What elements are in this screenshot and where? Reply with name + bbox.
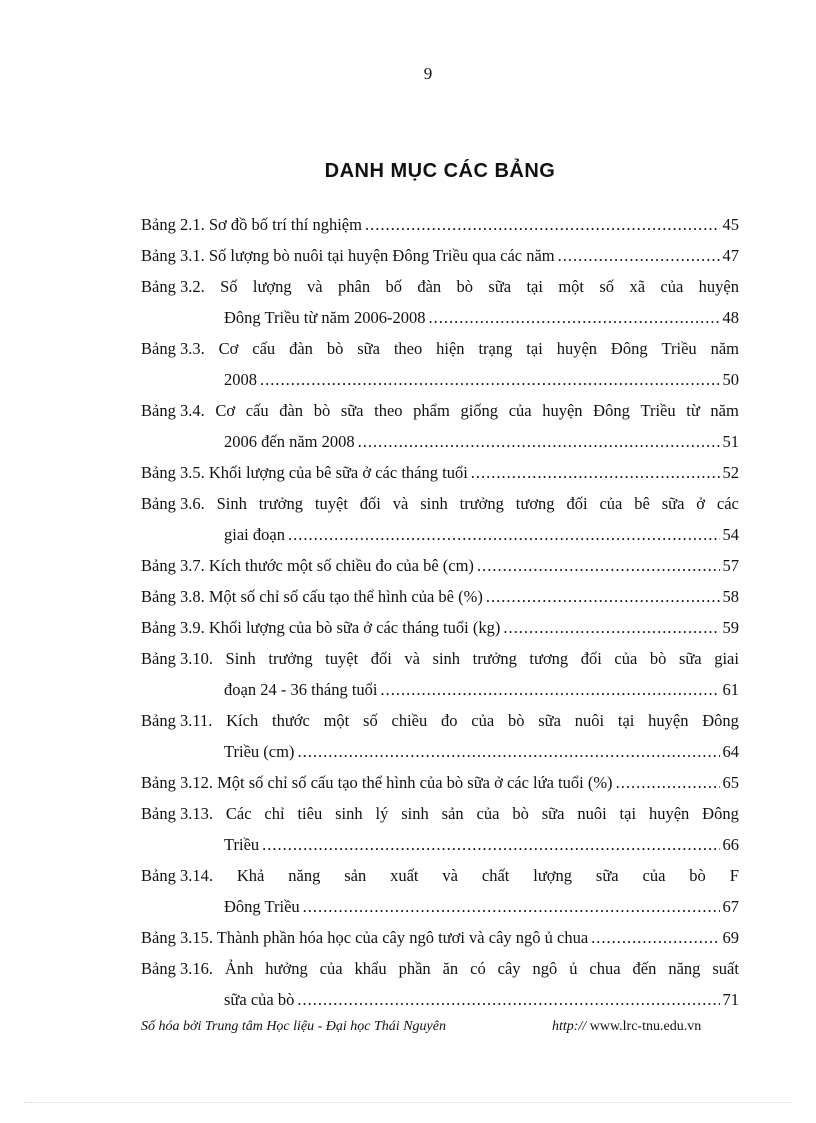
table-caption: 2006 đến năm 2008 [224, 432, 355, 451]
table-list-item[interactable] [141, 705, 739, 767]
table-number: Bảng 3.16. [141, 959, 213, 978]
page-reference: 64 [722, 742, 739, 761]
caption-word: của [614, 649, 638, 668]
caption-word: đối [580, 649, 602, 668]
caption-word: sinh [401, 804, 429, 823]
table-list-item[interactable] [141, 488, 739, 550]
caption-word: và [307, 277, 323, 296]
caption-word: hưởng [265, 959, 308, 978]
entry-first-line [141, 922, 739, 953]
caption-word: tại [619, 804, 637, 823]
table-list-item[interactable] [141, 643, 739, 705]
caption-word: sữa [678, 649, 702, 668]
dot-leader [288, 519, 720, 550]
caption-word: theo [374, 401, 403, 420]
caption-word: Sinh [225, 649, 256, 668]
caption-word: sữa [357, 339, 380, 358]
caption-word: huyện [648, 711, 689, 730]
entry-first-line [141, 705, 739, 736]
table-caption: Một số chỉ số cấu tạo thể hình của bê (%) [208, 587, 483, 606]
caption-word: năng [288, 866, 321, 885]
caption-word: bò [689, 866, 706, 885]
caption-word: bê [634, 494, 650, 513]
caption-word: ở [696, 494, 706, 513]
entry-text [141, 612, 500, 643]
page-reference: 69 [722, 928, 739, 947]
entry-text [224, 519, 285, 550]
table-number: Bảng 3.12. [141, 773, 213, 792]
caption-word: sữa [488, 277, 512, 296]
page-reference: 45 [722, 215, 739, 234]
caption-word: phẩm [413, 401, 450, 420]
caption-word: thước [271, 711, 310, 730]
caption-word: năm [710, 401, 739, 420]
entry-text [141, 953, 739, 984]
table-caption: đoạn 24 - 36 tháng tuổi [224, 680, 378, 699]
caption-word: phần [398, 959, 431, 978]
table-caption: Đông Triều từ năm 2006-2008 [224, 308, 426, 327]
caption-word: giai [714, 649, 739, 668]
caption-word: cây [497, 959, 521, 978]
table-number: Bảng 3.8. [141, 587, 205, 606]
caption-word: đàn [279, 401, 304, 420]
dot-leader [381, 674, 720, 705]
caption-word: sữa [340, 401, 364, 420]
table-list-item[interactable] [141, 240, 739, 271]
entry-continuation-line [141, 736, 739, 767]
entry-first-line [141, 767, 739, 798]
caption-word: năng [668, 959, 701, 978]
table-list-item[interactable] [141, 922, 739, 953]
table-number: Bảng 3.6. [141, 494, 205, 513]
caption-word: tuyệt [325, 649, 359, 668]
table-number: Bảng 3.14. [141, 866, 213, 885]
caption-word: xã [629, 277, 646, 296]
entry-text [224, 674, 378, 705]
caption-word: của [599, 494, 623, 513]
table-caption: sữa của bò [224, 990, 295, 1009]
caption-word: một [323, 711, 350, 730]
caption-word: hiện [436, 339, 465, 358]
entry-text [141, 333, 739, 364]
table-number: Bảng 3.1. [141, 246, 205, 265]
table-caption: giai đoạn [224, 525, 285, 544]
table-caption: Triều [224, 835, 260, 854]
caption-word: bò [512, 804, 529, 823]
caption-word: sinh [432, 649, 461, 668]
caption-word: suất [712, 959, 739, 978]
table-list-item[interactable] [141, 860, 739, 922]
table-number: Bảng 3.7. [141, 556, 205, 575]
caption-word: Ảnh [224, 959, 254, 978]
page-reference: 52 [722, 463, 739, 482]
caption-word: trưởng [258, 494, 304, 513]
entry-text [224, 426, 355, 457]
page-reference: 59 [722, 618, 739, 637]
caption-word: đàn [417, 277, 442, 296]
caption-word: trạng [478, 339, 513, 358]
entry-text [141, 767, 613, 798]
caption-word: huyện [542, 401, 583, 420]
entry-text [224, 302, 425, 333]
entry-first-line [141, 271, 739, 302]
caption-word: bò [313, 401, 331, 420]
entry-text [224, 736, 294, 767]
page-reference: 66 [722, 835, 739, 854]
caption-word: đối [370, 649, 392, 668]
caption-word: đến [632, 959, 657, 978]
table-caption: Một số chỉ số cấu tạo thể hình của bò sữa ở các lứa tuổi (%) [217, 773, 613, 792]
footer-website[interactable] [552, 1019, 701, 1035]
entry-continuation-line [141, 891, 739, 922]
table-number: Bảng 3.4. [141, 401, 205, 420]
dot-leader [486, 581, 720, 612]
caption-word: giống [460, 401, 499, 420]
entry-text [224, 984, 294, 1015]
caption-word: một [558, 277, 585, 296]
entry-first-line [141, 550, 739, 581]
caption-word: tiêu [297, 804, 323, 823]
caption-word: tuyệt [314, 494, 348, 513]
entry-text [141, 271, 739, 302]
caption-word: Khả [236, 866, 265, 885]
caption-word: cấu [252, 339, 276, 358]
caption-word: sinh [335, 804, 363, 823]
page-bottom-divider [24, 1102, 792, 1103]
caption-word: ăn [442, 959, 459, 978]
table-caption: Sơ đồ bố trí thí nghiệm [208, 215, 362, 234]
caption-word: trưởng [268, 649, 313, 668]
entry-continuation-line [141, 829, 739, 860]
caption-word: của [660, 277, 684, 296]
caption-word: trưởng [472, 649, 517, 668]
table-caption: Khối lượng của bê sữa ở các tháng tuổi [208, 463, 468, 482]
caption-word: tương [529, 649, 569, 668]
dot-leader [358, 426, 720, 457]
entry-text [141, 488, 739, 519]
caption-word: số [363, 711, 378, 730]
caption-word: huyện [698, 277, 739, 296]
caption-word: Đông [702, 804, 739, 823]
caption-word: chất [481, 866, 510, 885]
caption-word: bò [507, 711, 525, 730]
caption-word: đo [441, 711, 458, 730]
entry-first-line [141, 457, 739, 488]
caption-word: của [508, 401, 532, 420]
table-number: Bảng 3.10. [141, 649, 213, 668]
entry-first-line [141, 953, 739, 984]
entry-first-line [141, 488, 739, 519]
table-caption: Số lượng bò nuôi tại huyện Đông Triều qua các năm [208, 246, 555, 265]
table-caption: Triều (cm) [224, 742, 295, 761]
entry-first-line [141, 209, 739, 240]
caption-word: và [392, 494, 409, 513]
page-reference: 51 [722, 432, 739, 451]
page-reference: 61 [722, 680, 739, 699]
entry-first-line [141, 798, 739, 829]
caption-word: của [471, 711, 495, 730]
page-reference: 50 [722, 370, 739, 389]
caption-word: sữa [538, 711, 561, 730]
dot-leader [591, 922, 719, 953]
caption-word: đối [566, 494, 588, 513]
caption-word: tại [526, 277, 543, 296]
page-reference: 47 [722, 246, 739, 265]
dot-leader [297, 736, 719, 767]
caption-word: xuất [390, 866, 419, 885]
entry-continuation-line [141, 364, 739, 395]
table-caption: Thành phần hóa học của cây ngô tươi và cây ngô ủ chua [216, 928, 589, 947]
entry-first-line [141, 643, 739, 674]
table-list-item[interactable] [141, 798, 739, 860]
entry-text [224, 364, 257, 395]
caption-word: chiều [391, 711, 428, 730]
entry-first-line [141, 581, 739, 612]
caption-word: Cơ [215, 401, 236, 420]
caption-word: theo [393, 339, 423, 358]
table-number: Bảng 3.15. [141, 928, 213, 947]
table-number: Bảng 3.2. [141, 277, 205, 296]
footer-credit: Số hóa bởi Trung tâm Học liệu - Đại học Thái Nguyên [141, 1019, 446, 1034]
table-list-item[interactable] [141, 395, 739, 457]
page-reference: 57 [722, 556, 739, 575]
caption-word: ủ [569, 959, 578, 978]
table-number: Bảng 3.11. [141, 711, 213, 730]
entry-text [141, 240, 555, 271]
caption-word: bò [649, 649, 667, 668]
table-caption: 2008 [224, 370, 257, 389]
caption-word: lượng [252, 277, 292, 296]
caption-word: tại [526, 339, 543, 358]
caption-word: có [470, 959, 486, 978]
table-caption: Khối lượng của bò sữa ở các tháng tuổi (kg) [208, 618, 501, 637]
page-reference: 48 [722, 308, 739, 327]
caption-word: Sinh [216, 494, 247, 513]
entry-first-line [141, 860, 739, 891]
table-list-item[interactable] [141, 333, 739, 395]
caption-word: Đông [610, 339, 648, 358]
caption-word: nuôi [577, 804, 607, 823]
entry-continuation-line [141, 519, 739, 550]
entry-continuation-line [141, 674, 739, 705]
page-reference: 54 [722, 525, 739, 544]
caption-word: bò [456, 277, 474, 296]
caption-word: số [599, 277, 615, 296]
table-list-item[interactable] [141, 457, 739, 488]
caption-word: Đông [593, 401, 630, 420]
footer-url-prefix: http:// [552, 1019, 587, 1034]
entry-text [224, 891, 300, 922]
caption-word: Triều [661, 339, 697, 358]
caption-word: Đông [702, 711, 739, 730]
footer-url: www.lrc-tnu.edu.vn [586, 1019, 702, 1034]
caption-word: tương [515, 494, 555, 513]
entry-text [141, 922, 588, 953]
caption-word: phân [338, 277, 371, 296]
caption-word: đối [359, 494, 381, 513]
entry-text [141, 395, 739, 426]
dot-leader [616, 767, 720, 798]
table-list-item[interactable] [141, 271, 739, 333]
dot-leader [558, 240, 720, 271]
table-list-item[interactable] [141, 953, 739, 1015]
caption-word: trưởng [459, 494, 504, 513]
caption-word: và [404, 649, 420, 668]
entry-continuation-line [141, 984, 739, 1015]
caption-word: và [442, 866, 458, 885]
dot-leader [260, 364, 720, 395]
entry-first-line [141, 395, 739, 426]
table-number: Bảng 2.1. [141, 215, 205, 234]
table-number: Bảng 3.13. [141, 804, 213, 823]
table-number: Bảng 3.5. [141, 463, 205, 482]
caption-word: chua [589, 959, 621, 978]
entry-text [141, 457, 468, 488]
entry-text [141, 798, 739, 829]
dot-leader [471, 457, 720, 488]
dot-leader [477, 550, 720, 581]
caption-word: của [476, 804, 500, 823]
caption-word: tại [617, 711, 635, 730]
caption-word: nuôi [574, 711, 605, 730]
dot-leader [503, 612, 719, 643]
caption-word: sữa [661, 494, 685, 513]
dot-leader [303, 891, 720, 922]
table-list [141, 209, 739, 1015]
caption-word: sản [441, 804, 464, 823]
caption-word: bò [326, 339, 344, 358]
page-title: DANH MỤC CÁC BẢNG [324, 160, 556, 182]
page-number: 9 [423, 64, 433, 83]
caption-word: ngô [532, 959, 558, 978]
table-list-item[interactable] [141, 550, 739, 581]
caption-word: chỉ [264, 804, 285, 823]
table-list-item[interactable] [141, 612, 739, 643]
table-list-item[interactable] [141, 767, 739, 798]
caption-word: Số [220, 277, 238, 296]
caption-word: Các [225, 804, 252, 823]
table-number: Bảng 3.3. [141, 339, 205, 358]
page-reference: 67 [722, 897, 739, 916]
caption-word: sản [344, 866, 367, 885]
caption-word: bố [385, 277, 402, 296]
table-list-item[interactable] [141, 581, 739, 612]
caption-word: huyện [556, 339, 598, 358]
entry-text [141, 643, 739, 674]
caption-word: năm [710, 339, 739, 358]
caption-word: Kích [226, 711, 259, 730]
entry-text [141, 209, 362, 240]
dot-leader [428, 302, 719, 333]
caption-word: Cơ [218, 339, 239, 358]
caption-word: sữa [541, 804, 565, 823]
table-caption: Đông Triều [224, 897, 300, 916]
entry-first-line [141, 612, 739, 643]
dot-leader [262, 829, 719, 860]
entry-text [224, 829, 259, 860]
dot-leader [365, 209, 720, 240]
caption-word: sữa [595, 866, 619, 885]
caption-word: của [642, 866, 666, 885]
caption-word: đàn [289, 339, 313, 358]
caption-word: huyện [648, 804, 690, 823]
entry-first-line [141, 240, 739, 271]
caption-word: từ [686, 401, 700, 420]
page-reference: 65 [722, 773, 739, 792]
entry-continuation-line [141, 302, 739, 333]
entry-text [141, 550, 474, 581]
caption-word: Triều [640, 401, 676, 420]
caption-word: lượng [533, 866, 573, 885]
entry-text [141, 705, 739, 736]
entry-text [141, 581, 483, 612]
table-caption: Kích thước một số chiều đo của bê (cm) [208, 556, 474, 575]
caption-word: các [716, 494, 739, 513]
caption-word: sinh [420, 494, 448, 513]
entry-first-line [141, 333, 739, 364]
entry-continuation-line [141, 426, 739, 457]
caption-word: lý [375, 804, 389, 823]
page-reference: 58 [722, 587, 739, 606]
caption-word: cấu [245, 401, 269, 420]
entry-text [141, 860, 739, 891]
caption-word: của [319, 959, 343, 978]
table-list-item[interactable] [141, 209, 739, 240]
dot-leader [297, 984, 719, 1015]
caption-word: F [729, 866, 739, 885]
page-reference: 71 [722, 990, 739, 1009]
caption-word: khẩu [354, 959, 387, 978]
table-number: Bảng 3.9. [141, 618, 205, 637]
